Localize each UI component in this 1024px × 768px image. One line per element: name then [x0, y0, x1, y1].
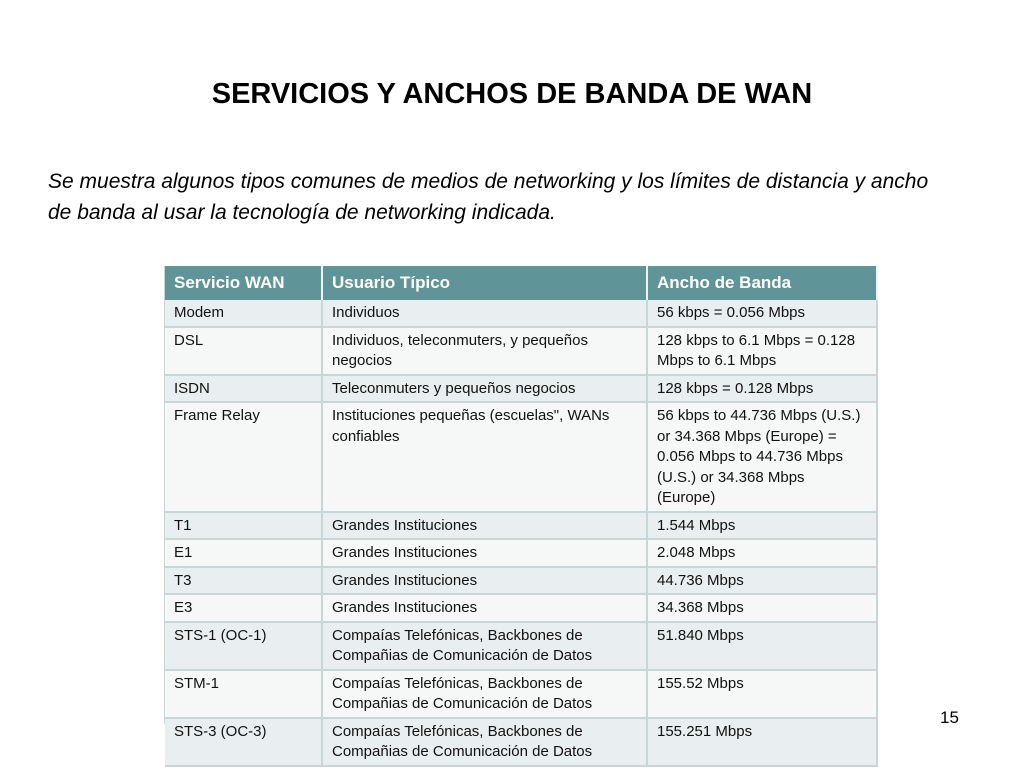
cell-service: DSL [165, 327, 322, 375]
cell-user: Individuos, teleconmuters, y pequeños negocios [322, 327, 647, 375]
cell-service: ISDN [165, 375, 322, 403]
table-header-row [165, 266, 877, 300]
header-usuario-tipico: Usuario Típico [322, 266, 647, 300]
cell-bandwidth: 155.52 Mbps [647, 670, 877, 718]
cell-bandwidth: 56 kbps to 44.736 Mbps (U.S.) or 34.368 Mbps (Europe) = 0.056 Mbps to 44.736 Mbps (U.S.) or 34.368 Mbps (Europe) [647, 402, 877, 512]
slide-title: SERVICIOS Y ANCHOS DE BANDA DE WAN [211, 78, 813, 110]
cell-bandwidth: 1.544 Mbps [647, 512, 877, 540]
cell-service: STS-1 (OC-1) [165, 622, 322, 670]
cell-bandwidth: 128 kbps = 0.128 Mbps [647, 375, 877, 403]
cell-bandwidth: 34.368 Mbps [647, 594, 877, 622]
table-row [165, 718, 877, 766]
table-row [165, 375, 877, 403]
cell-user: Individuos [322, 300, 647, 327]
table-row [165, 594, 877, 622]
cell-user: Compaías Telefónicas, Backbones de Compañias de Comunicación de Datos [322, 718, 647, 766]
cell-service: E1 [165, 539, 322, 567]
header-servicio-wan: Servicio WAN [165, 266, 322, 300]
slide-subtitle: Se muestra algunos tipos comunes de medios de networking y los límites de distancia y ancho de banda al usar la tecnología de networking indicada. [48, 170, 929, 224]
page-number: 15 [940, 708, 959, 727]
cell-bandwidth: 56 kbps = 0.056 Mbps [647, 300, 877, 327]
table-row [165, 567, 877, 595]
cell-service: STM-1 [165, 670, 322, 718]
cell-bandwidth: 155.251 Mbps [647, 718, 877, 766]
table-row [165, 402, 877, 512]
table-row [165, 670, 877, 718]
header-ancho-de-banda: Ancho de Banda [647, 266, 877, 300]
cell-user: Teleconmuters y pequeños negocios [322, 375, 647, 403]
cell-service: Modem [165, 300, 322, 327]
table-row [165, 327, 877, 375]
cell-user: Compaías Telefónicas, Backbones de Compañias de Comunicación de Datos [322, 622, 647, 670]
table-row [165, 622, 877, 670]
cell-service: STS-3 (OC-3) [165, 718, 322, 766]
table-row [165, 512, 877, 540]
cell-bandwidth: 2.048 Mbps [647, 539, 877, 567]
cell-user: Grandes Instituciones [322, 539, 647, 567]
cell-bandwidth: 128 kbps to 6.1 Mbps = 0.128 Mbps to 6.1 Mbps [647, 327, 877, 375]
table-row [165, 539, 877, 567]
cell-user: Grandes Instituciones [322, 512, 647, 540]
cell-service: T3 [165, 567, 322, 595]
table-row [165, 300, 877, 327]
cell-bandwidth: 44.736 Mbps [647, 567, 877, 595]
cell-service: T1 [165, 512, 322, 540]
cell-user: Grandes Instituciones [322, 567, 647, 595]
cell-bandwidth: 51.840 Mbps [647, 622, 877, 670]
cell-service: E3 [165, 594, 322, 622]
cell-user: Grandes Instituciones [322, 594, 647, 622]
cell-user: Compaías Telefónicas, Backbones de Compañias de Comunicación de Datos [322, 670, 647, 718]
cell-user: Instituciones pequeñas (escuelas", WANs confiables [322, 402, 647, 512]
cell-service: Frame Relay [165, 402, 322, 512]
wan-services-table [164, 266, 877, 760]
